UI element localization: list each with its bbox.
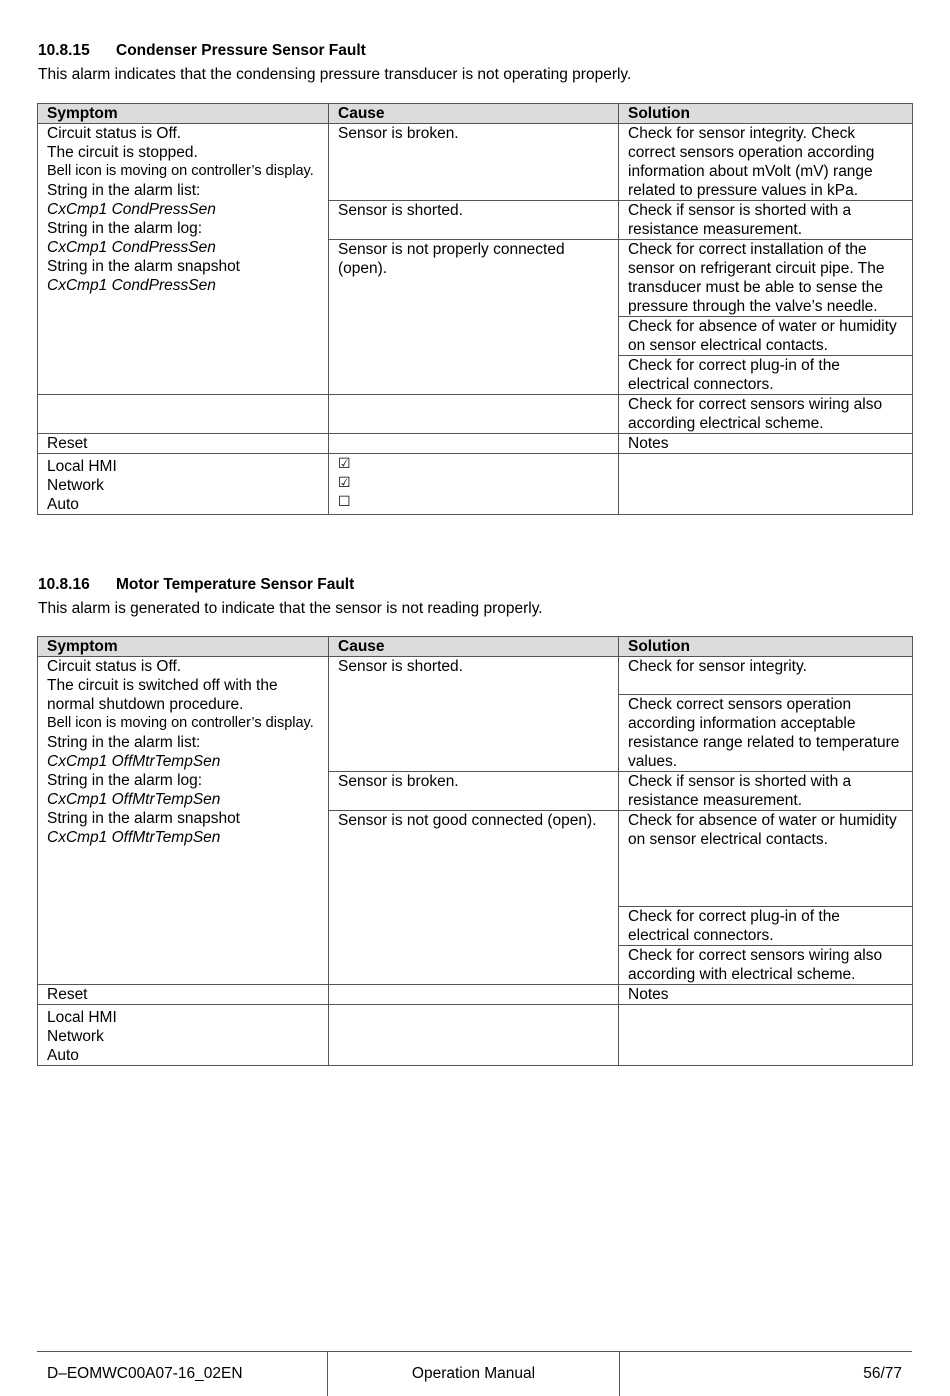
symptom-line: The circuit is stopped. [47,144,198,161]
notes-label: Notes [619,985,913,1005]
section-number: 10.8.15 [38,42,90,59]
symptom-cell [38,657,329,985]
symptom-line: String in the alarm list: [47,182,201,199]
solution-cell: Check for sensor integrity. [619,657,913,695]
symptom-line: Circuit status is Off. [47,658,182,675]
symptom-line: Bell icon is moving on controller’s display. [47,163,314,179]
header-solution: Solution [619,637,913,657]
reset-option-auto: Auto [47,1047,79,1064]
alarm-string: CxCmp1 OffMtrTempSen [47,829,221,846]
alarm-string: CxCmp1 CondPressSen [47,239,216,256]
cause-cell: Sensor is shorted. [329,657,619,772]
table-row [38,657,913,695]
header-solution: Solution [619,104,913,124]
page-footer [37,1351,912,1396]
symptom-line: Bell icon is moving on controller’s display. [47,715,314,731]
reset-options-row [38,1005,913,1066]
reset-option-network: Network [47,477,104,494]
solution-cell: Check for absence of water or humidity on sensor electrical contacts. [619,317,913,356]
notes-cell [619,454,913,515]
alarm-string: CxCmp1 OffMtrTempSen [47,791,221,808]
table-row [38,124,913,201]
cause-cell: Sensor is shorted. [329,201,619,240]
reset-option-local-hmi: Local HMI [47,458,117,475]
section-heading-motor-temperature [38,576,354,594]
cause-cell: Sensor is not properly connected (open). [329,240,619,395]
symptom-line: String in the alarm log: [47,220,203,237]
footer-doc-title: Operation Manual [327,1352,620,1396]
empty-cell [329,434,619,454]
reset-header-row [38,985,913,1005]
reset-options-cell [38,1005,329,1066]
solution-cell: Check if sensor is shorted with a resistance measurement. [619,772,913,811]
notes-cell [619,1005,913,1066]
alarm-table-condenser-pressure [37,103,913,515]
reset-option-local-hmi: Local HMI [47,1009,117,1026]
header-cause: Cause [329,104,619,124]
alarm-string: CxCmp1 CondPressSen [47,277,216,294]
reset-checkbox-cell [329,1005,619,1066]
symptom-line: String in the alarm list: [47,734,201,751]
section-description: This alarm is generated to indicate that the sensor is not reading properly. [38,600,543,617]
footer-doc-code: D–EOMWC00A07-16_02EN [47,1365,243,1382]
solution-cell: Check for correct sensors wiring also according electrical scheme. [619,395,913,434]
alarm-string: CxCmp1 CondPressSen [47,201,216,218]
reset-option-auto: Auto [47,496,79,513]
solution-cell: Check for correct installation of the sensor on refrigerant circuit pipe. The transducer must be able to sense the pressure through the valve’s needle. [619,240,913,317]
solution-cell: Check for correct plug-in of the electrical connectors. [619,356,913,395]
empty-cell [38,395,329,434]
reset-label: Reset [38,434,329,454]
empty-cell [329,395,619,434]
reset-label: Reset [38,985,329,1005]
cause-cell: Sensor is not good connected (open). [329,811,619,985]
reset-options-row [38,454,913,515]
symptom-line: Circuit status is Off. [47,125,182,142]
alarm-table-motor-temperature [37,636,913,1066]
reset-options-cell [38,454,329,515]
solution-cell: Check for correct sensors wiring also according with electrical scheme. [619,946,913,985]
empty-cell [329,985,619,1005]
header-cause: Cause [329,637,619,657]
solution-cell: Check for absence of water or humidity on sensor electrical contacts. [619,811,913,907]
cause-cell: Sensor is broken. [329,124,619,201]
symptom-cell [38,124,329,395]
reset-checkbox-cell [329,454,619,515]
symptom-line: String in the alarm snapshot [47,258,240,275]
header-symptom: Symptom [38,637,329,657]
section-heading-condenser-pressure [38,42,366,60]
solution-cell: Check for correct plug-in of the electrical connectors. [619,907,913,946]
solution-cell: Check for sensor integrity. Check correct sensors operation according information about mVolt (mV) range related to pressure values in kPa. [619,124,913,201]
reset-option-network: Network [47,1028,104,1045]
checked-checkbox-icon: ☑ [338,456,351,472]
cause-cell: Sensor is broken. [329,772,619,811]
symptom-line: String in the alarm log: [47,772,203,789]
symptom-line: The circuit is switched off with the normal shutdown procedure. [47,677,278,713]
alarm-string: CxCmp1 OffMtrTempSen [47,753,221,770]
section-title: Condenser Pressure Sensor Fault [116,42,366,59]
section-number: 10.8.16 [38,576,90,593]
checked-checkbox-icon: ☑ [338,475,351,491]
footer-page-number: 56/77 [863,1365,902,1382]
reset-header-row [38,434,913,454]
table-header-row [38,104,913,124]
unchecked-checkbox-icon: ☐ [338,494,351,510]
symptom-line: String in the alarm snapshot [47,810,240,827]
table-header-row [38,637,913,657]
table-row [38,395,913,434]
section-description: This alarm indicates that the condensing pressure transducer is not operating properly. [38,66,632,83]
header-symptom: Symptom [38,104,329,124]
solution-cell: Check if sensor is shorted with a resistance measurement. [619,201,913,240]
section-title: Motor Temperature Sensor Fault [116,576,355,593]
notes-label: Notes [619,434,913,454]
solution-cell: Check correct sensors operation according information acceptable resistance range related to temperature values. [619,695,913,772]
